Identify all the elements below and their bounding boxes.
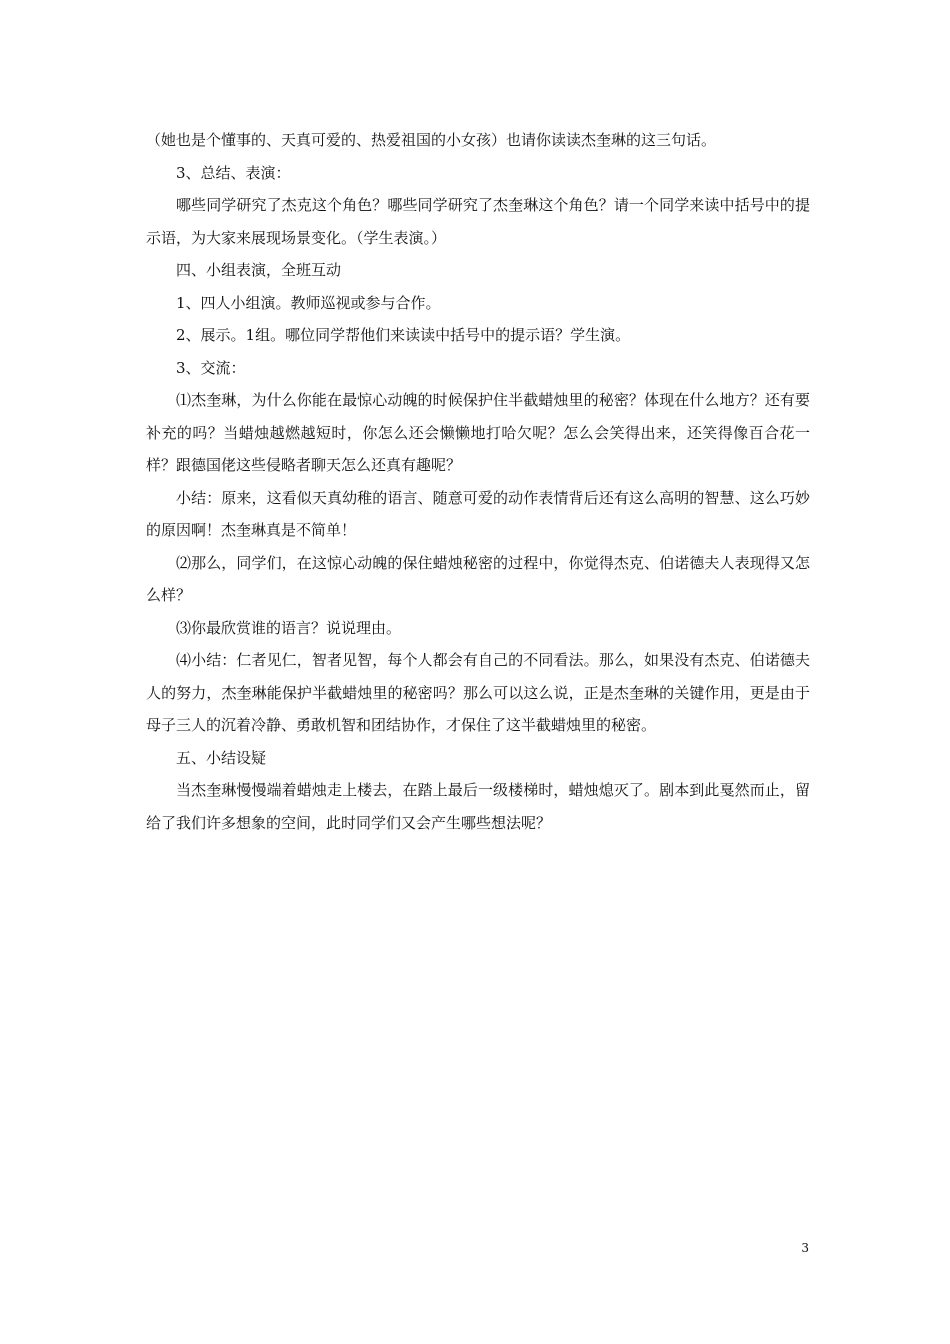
paragraph-favorite-language: ⑶你最欣赏谁的语言？说说理由。	[176, 618, 402, 637]
section-heading-group-performance: 四、小组表演，全班互动	[176, 261, 342, 279]
page-number: 3	[801, 1241, 809, 1255]
paragraph-exchange-heading: 3、交流：	[176, 358, 246, 377]
paragraph-summary-wisdom: 小结：原来，这看似天真幼稚的语言、随意可爱的动作表情背后还有这么高明的智慧、这么巧妙的原因啊！杰奎琳真是不简单！	[146, 488, 810, 539]
paragraph-continuation: （她也是个懂事的、天真可爱的、热爱祖国的小女孩）也请你读读杰奎琳的这三句话。	[146, 131, 717, 149]
paragraph-question-others: ⑵那么，同学们，在这惊心动魄的保住蜡烛秘密的过程中，你觉得杰克、伯诺德夫人表现得又怎么样？	[146, 553, 810, 604]
paragraph-question-jacqueline: ⑴杰奎琳，为什么你能在最惊心动魄的时候保护住半截蜡烛里的秘密？体现在什么地方？还有要补充的吗？当蜡烛越燃越短时，你怎么还会懒懒地打哈欠呢？怎么会笑得出来，还笑得像百合花一样？跟德国佬这些侵略者聊天怎么还真有趣呢？	[146, 391, 810, 474]
paragraph-summary-performance: 3、总结、表演：	[176, 163, 291, 182]
paragraph-group-practice: 1、四人小组演。教师巡视或参与合作。	[176, 293, 441, 312]
document-body	[146, 124, 810, 839]
paragraph-group-show: 2、展示。1组。哪位同学帮他们来读读中括号中的提示语？学生演。	[176, 326, 631, 344]
section-heading-summary-question: 五、小结设疑	[176, 748, 267, 767]
paragraph-role-study: 哪些同学研究了杰克这个角色？哪些同学研究了杰奎琳这个角色？请一个同学来读中括号中的提示语，为大家来展现场景变化。（学生表演。）	[146, 196, 810, 247]
paragraph-final-summary: ⑷小结：仁者见仁，智者见智，每个人都会有自己的不同看法。那么，如果没有杰克、伯诺德夫人的努力，杰奎琳能保护半截蜡烛里的秘密吗？那么可以这么说，正是杰奎琳的关键作用，更是由于母子三人的沉着冷静、勇敢机智和团结协作，才保住了这半截蜡烛里的秘密。	[146, 651, 810, 734]
paragraph-closing-question: 当杰奎琳慢慢端着蜡烛走上楼去，在踏上最后一级楼梯时，蜡烛熄灭了。剧本到此戛然而止，留给了我们许多想象的空间，此时同学们又会产生哪些想法呢？	[146, 781, 810, 832]
